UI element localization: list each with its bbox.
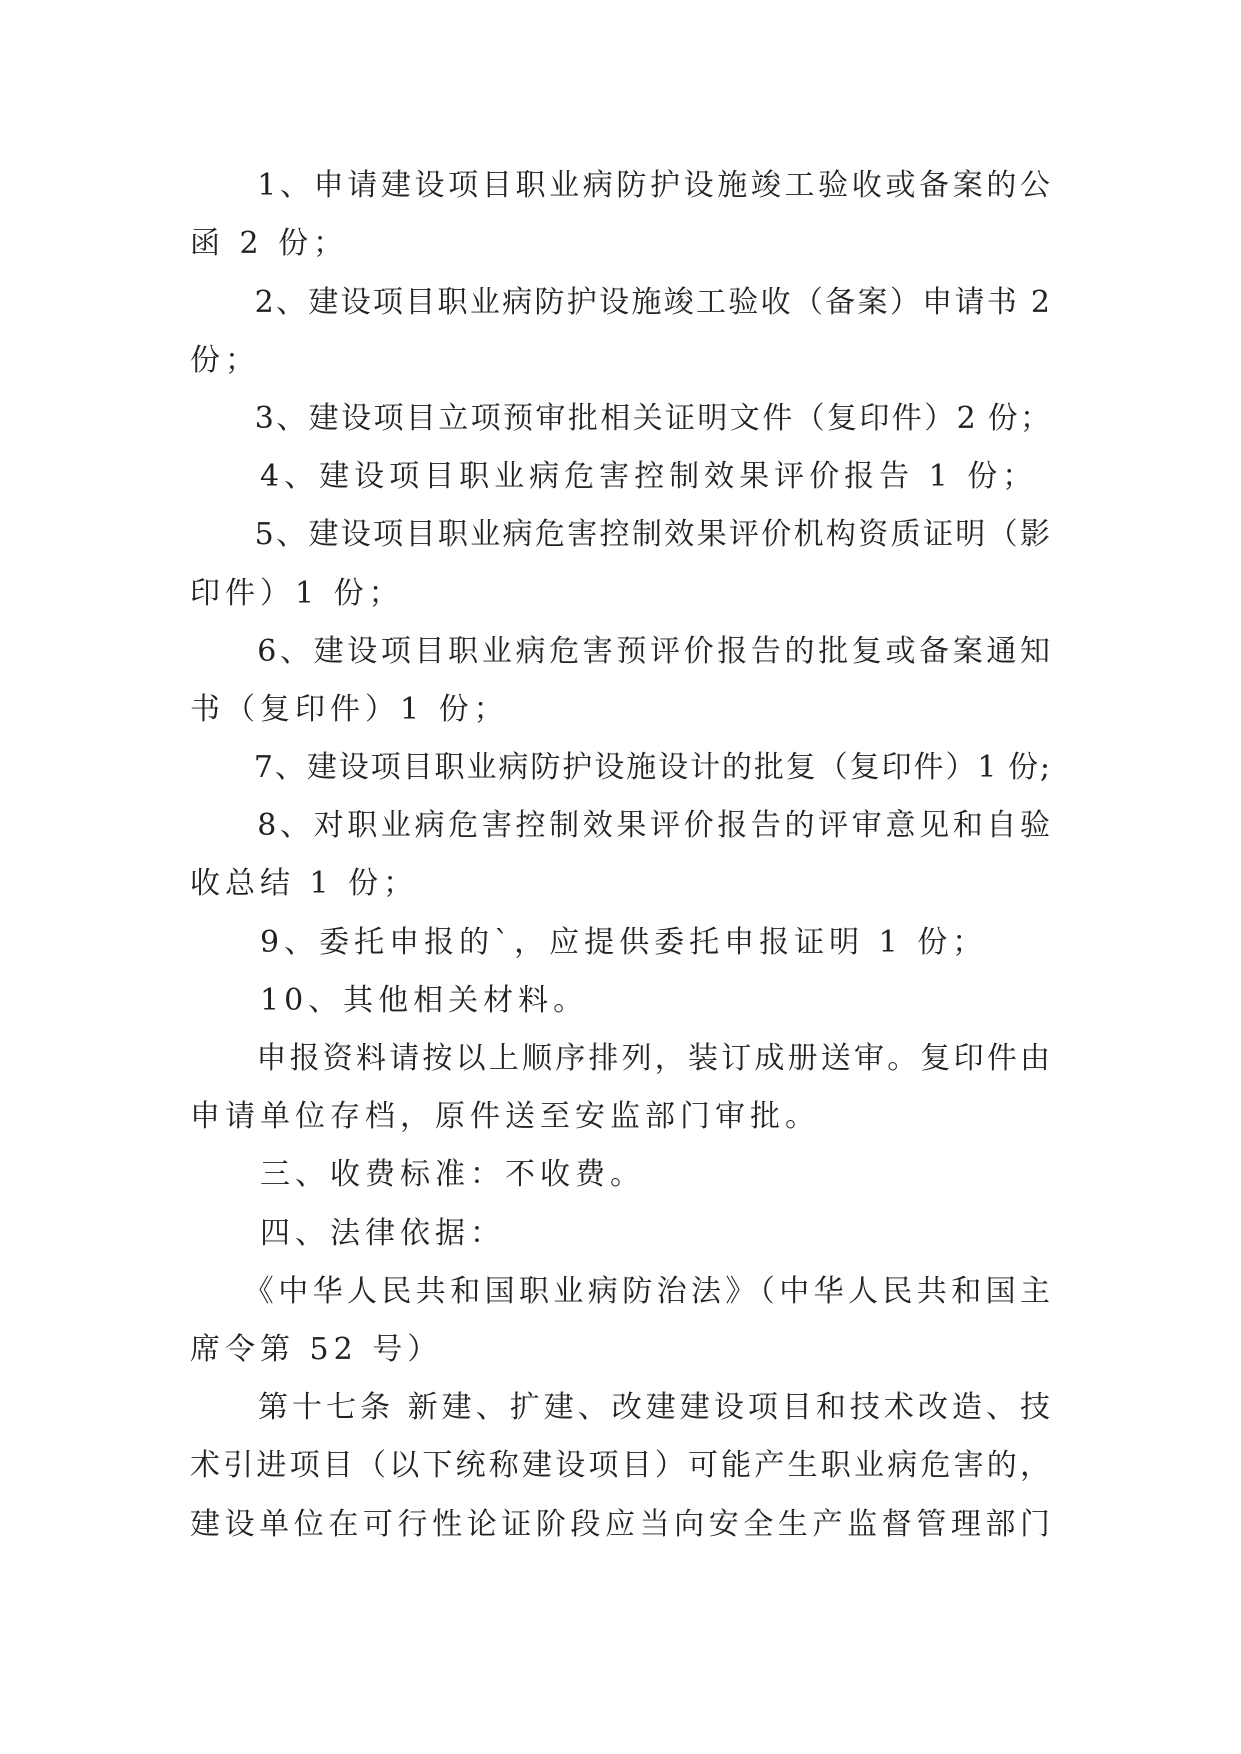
text-line: 席令第 52 号） <box>190 1332 443 1367</box>
text-line: 份； <box>190 343 260 378</box>
text-line: 四、法律依据： <box>190 1216 505 1251</box>
text-line: 《中华人民共和国职业病防治法》（中华人民共和国主 <box>190 1274 1050 1309</box>
text-line: 建设单位在可行性论证阶段应当向安全生产监督管理部门 <box>190 1507 1050 1542</box>
text-line: 3、建设项目立项预审批相关证明文件（复印件）2 份； <box>190 401 1050 436</box>
text-line: 第十七条 新建、扩建、改建建设项目和技术改造、技 <box>190 1390 1050 1425</box>
text-line: 术引进项目（以下统称建设项目）可能产生职业病危害的， <box>190 1448 1050 1483</box>
text-line: 4、建设项目职业病危害控制效果评价报告 1 份； <box>190 459 1038 494</box>
text-line: 书（复印件）1 份； <box>190 692 509 727</box>
text-line: 三、收费标准：不收费。 <box>190 1157 645 1192</box>
text-line: 2、建设项目职业病防护设施竣工验收（备案）申请书 2 <box>190 285 1050 320</box>
text-line: 5、建设项目职业病危害控制效果评价机构资质证明（影 <box>190 517 1050 552</box>
text-line: 7、建设项目职业病防护设施设计的批复（复印件）1 份; <box>190 750 1050 785</box>
text-line: 6、建设项目职业病危害预评价报告的批复或备案通知 <box>190 634 1050 669</box>
text-line: 申报资料请按以上顺序排列，装订成册送审。复印件由 <box>190 1041 1050 1076</box>
text-line: 收总结 1 份； <box>190 866 419 901</box>
text-line: 10、其他相关材料。 <box>190 983 589 1018</box>
text-line: 印件）1 份； <box>190 576 404 611</box>
text-line: 申请单位存档，原件送至安监部门审批。 <box>190 1099 820 1134</box>
text-line: 函 2 份； <box>190 226 349 261</box>
text-line: 8、对职业病危害控制效果评价报告的评审意见和自验 <box>190 808 1050 843</box>
text-line: 9、委托申报的`，应提供委托申报证明 1 份； <box>190 925 988 960</box>
text-line: 1、申请建设项目职业病防护设施竣工验收或备案的公 <box>190 168 1050 203</box>
